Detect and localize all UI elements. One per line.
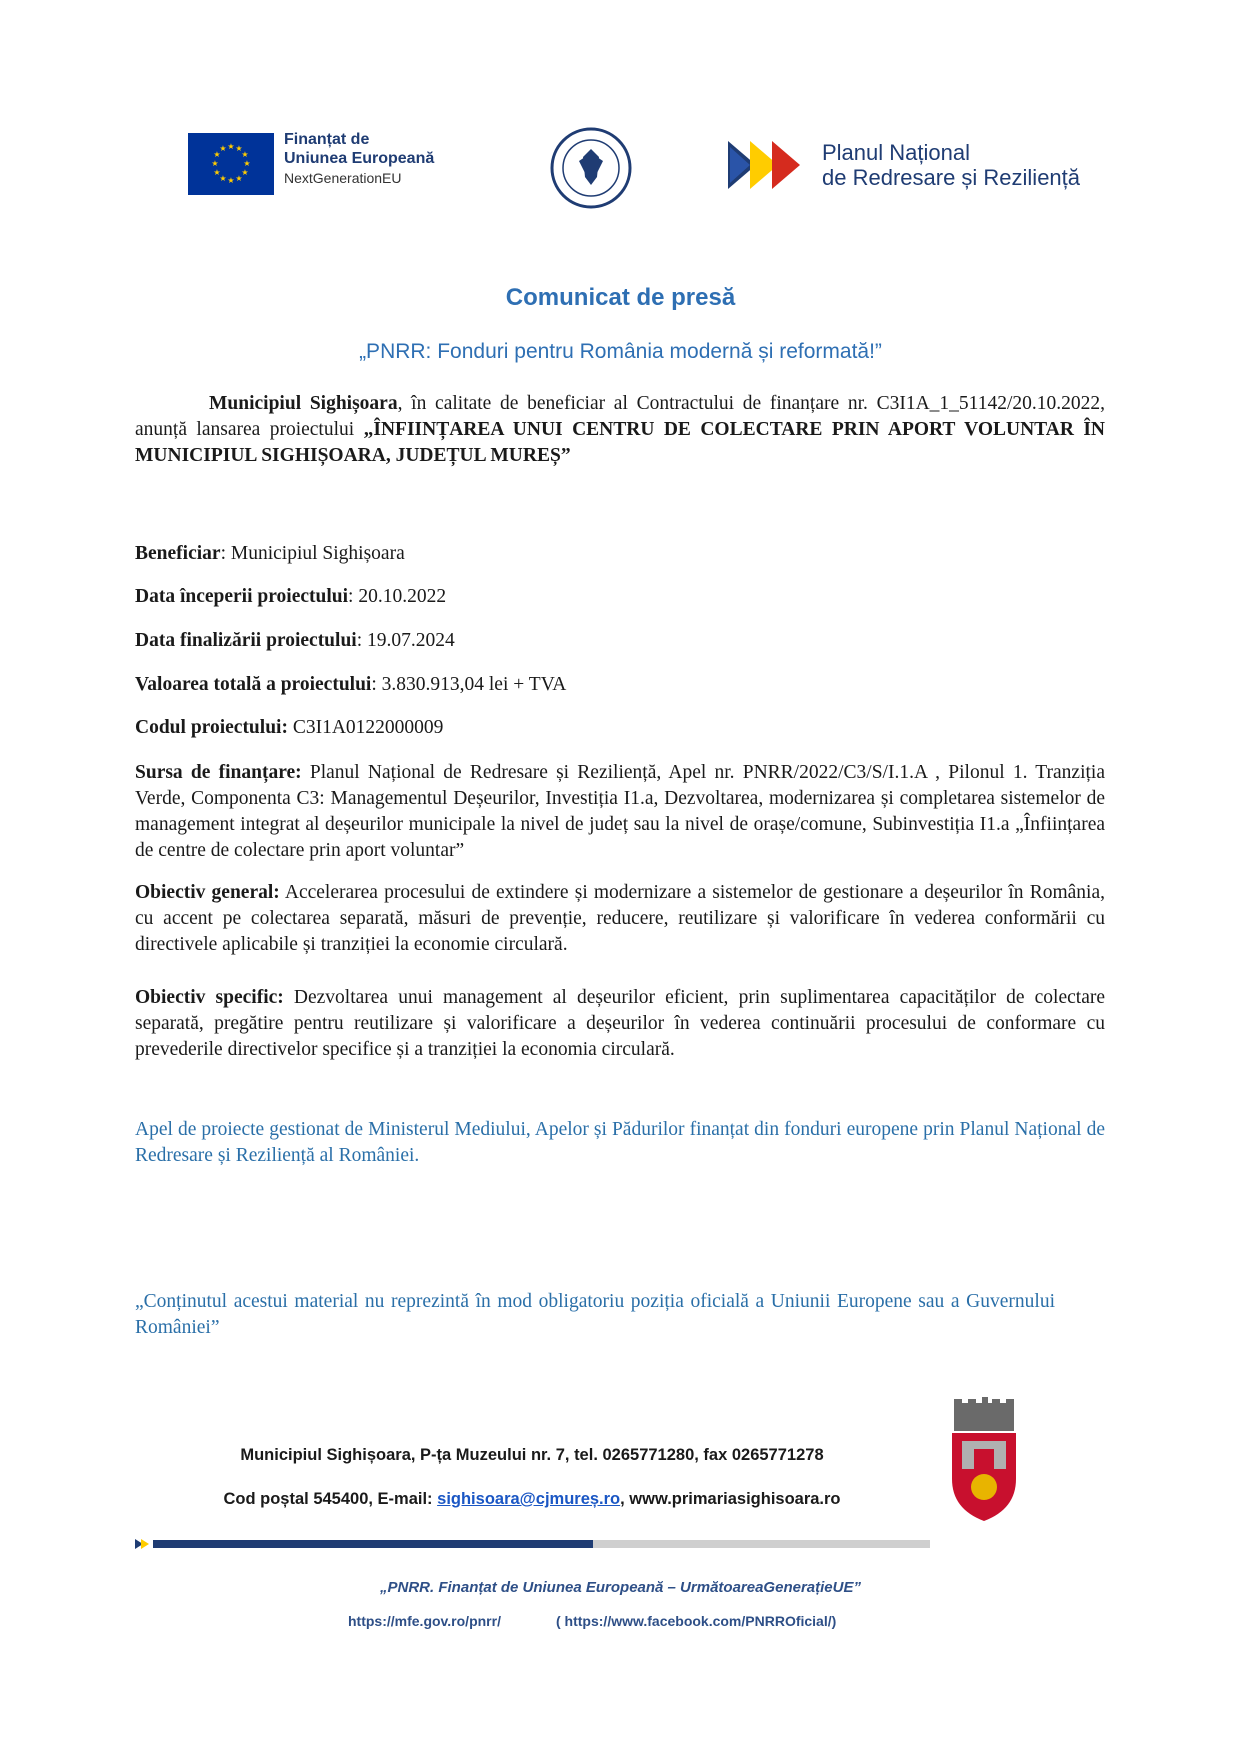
- sursa-label: Sursa de finanțare:: [135, 762, 302, 783]
- obiectiv-general-text: Accelerarea procesului de extindere și modernizare a sistemelor de gestionare a deșeurilor în România, cu accent pe colectarea separată, măsuri de prevenție, reducere, reutilizare și valorificare în vederea conformării cu directivele aplicabile și tranziției la economie circulară.: [135, 882, 1105, 955]
- sursa-paragraph: [135, 760, 1105, 864]
- eu-funding-label: [284, 130, 434, 188]
- intro-beneficiary: Municipiul Sighișoara: [209, 393, 398, 414]
- city-crest-icon: [948, 1397, 1020, 1523]
- disclaimer-paragraph: „Conținutul acestui material nu reprezintă în mod obligatoriu poziția oficială a Uniunii Europene sau a Guvernului României”: [135, 1291, 1055, 1338]
- field-value: Municipiul Sighișoara: [230, 543, 405, 564]
- svg-text:★: ★: [235, 144, 243, 153]
- field-valoarea-totala: [135, 672, 1105, 698]
- svg-text:★: ★: [227, 176, 235, 185]
- svg-text:★: ★: [241, 168, 249, 177]
- footer-postal: Cod poștal 545400, E-mail:: [223, 1490, 438, 1508]
- pnrr-label: [822, 140, 1080, 190]
- svg-text:★: ★: [241, 150, 249, 159]
- svg-text:★: ★: [213, 168, 221, 177]
- svg-text:★: ★: [235, 174, 243, 183]
- intro-paragraph: [135, 391, 1105, 469]
- svg-text:★: ★: [243, 159, 251, 168]
- eu-line-3: NextGenerationEU: [284, 170, 402, 186]
- footer-link-facebook[interactable]: ( https://www.facebook.com/PNRROficial/): [556, 1613, 837, 1629]
- field-label: Data începerii proiectului: [135, 586, 349, 607]
- field-value: C3I1A0122000009: [292, 717, 444, 738]
- field-sep: :: [371, 674, 382, 695]
- eu-flag-logo: [188, 133, 274, 195]
- field-sep: :: [220, 543, 231, 564]
- field-codul-proiectului: [135, 715, 1105, 741]
- field-data-inceperii: [135, 584, 1105, 610]
- sursa-text: Planul Național de Redresare și Reziliență, Apel nr. PNRR/2022/C3/S/I.1.A , Pilonul 1. Tranziția Verde, Componenta C3: Managementul Deșeurilor, Investiția I1.a, Dezvoltarea, modernizarea și completarea sistemelor de management integrat al deșeurilor municipale la nivel de județ sau la nivel de orașe/comune, Subinvestiția I1.a „Înființarea de centre de colectare prin aport voluntar”: [135, 762, 1105, 861]
- gov-seal-text: [0, 0, 1, 1]
- footer-email-link[interactable]: sighisoara@cjmureș.ro: [437, 1490, 621, 1508]
- field-value: 3.830.913,04 lei + TVA: [381, 674, 567, 695]
- field-sep: :: [348, 586, 359, 607]
- eu-line-2: Uniunea Europeană: [284, 150, 435, 167]
- footer-pnrr-slogan: „PNRR. Finanțat de Uniunea Europeană – UrmătoareaGenerațieUE”: [380, 1579, 861, 1596]
- svg-text:★: ★: [227, 142, 235, 151]
- field-value: 19.07.2024: [367, 630, 455, 651]
- field-label: Codul proiectului:: [135, 717, 288, 738]
- svg-text:★: ★: [213, 150, 221, 159]
- field-label: Beneficiar: [135, 543, 221, 564]
- svg-text:★: ★: [219, 174, 227, 183]
- field-sep: :: [356, 630, 368, 651]
- pnrr-logo-icon: [728, 137, 808, 193]
- divider-bar-dark: [153, 1540, 593, 1548]
- eu-stars-icon: [188, 133, 274, 195]
- field-label: Valoarea totală a proiectului: [135, 674, 372, 695]
- footer-link-mfe[interactable]: https://mfe.gov.ro/pnrr/: [348, 1613, 501, 1629]
- svg-text:★: ★: [219, 144, 227, 153]
- intro-text: , în calitate de beneficiar al Contractului de finanțare nr. C3I1A_1_51142/20.10.2022, anunță lansarea proiectului: [135, 393, 1105, 440]
- obiectiv-general-paragraph: [135, 880, 1105, 958]
- government-seal-icon: [550, 127, 632, 209]
- divider-bar-gray: [593, 1540, 930, 1548]
- field-label: Data finalizării proiectului: [135, 630, 357, 651]
- field-data-finalizarii: [135, 628, 1105, 654]
- obiectiv-specific-label: Obiectiv specific:: [135, 987, 284, 1008]
- field-beneficiar: [135, 541, 1105, 567]
- obiectiv-specific-paragraph: [135, 985, 1105, 1063]
- pnrr-line-2: de Redresare și Reziliență: [822, 165, 1081, 190]
- obiectiv-specific-text: Dezvoltarea unui management al deșeurilor eficient, prin suplimentarea capacităților de colectare separată, pregătire pentru reutilizare și valorificare a deșeurilor în vederea continuării procesului de conformare cu prevederile directivelor specifice și a tranziției la economia circulară.: [135, 987, 1106, 1060]
- footer-address: Municipiul Sighișoara, P-ța Muzeului nr. 7, tel. 0265771280, fax 0265771278: [240, 1446, 824, 1464]
- svg-text:★: ★: [211, 159, 219, 168]
- footer-web: , www.primariasighisoara.ro: [620, 1490, 841, 1508]
- pnrr-line-1: Planul Național: [822, 140, 970, 165]
- obiectiv-general-label: Obiectiv general:: [135, 882, 280, 903]
- footer-contact: [0, 1490, 1064, 1509]
- apel-paragraph: Apel de proiecte gestionat de Ministerul Mediului, Apelor și Pădurilor finanțat din fonduri europene prin Planul Național de Redresare și Reziliență al României.: [135, 1119, 1105, 1166]
- eu-line-1: Finanțat de: [284, 131, 370, 148]
- page-subtitle: „PNRR: Fonduri pentru România modernă și reformată!”: [359, 340, 882, 363]
- page-title: Comunicat de presă: [505, 284, 736, 311]
- footer-divider: [135, 1538, 930, 1550]
- project-title: „ÎNFIINȚAREA UNUI CENTRU DE COLECTARE PRIN APORT VOLUNTAR ÎN MUNICIPIUL SIGHIȘOARA, JUDEȚUL MUREȘ”: [135, 419, 1105, 466]
- field-value: 20.10.2022: [358, 586, 447, 607]
